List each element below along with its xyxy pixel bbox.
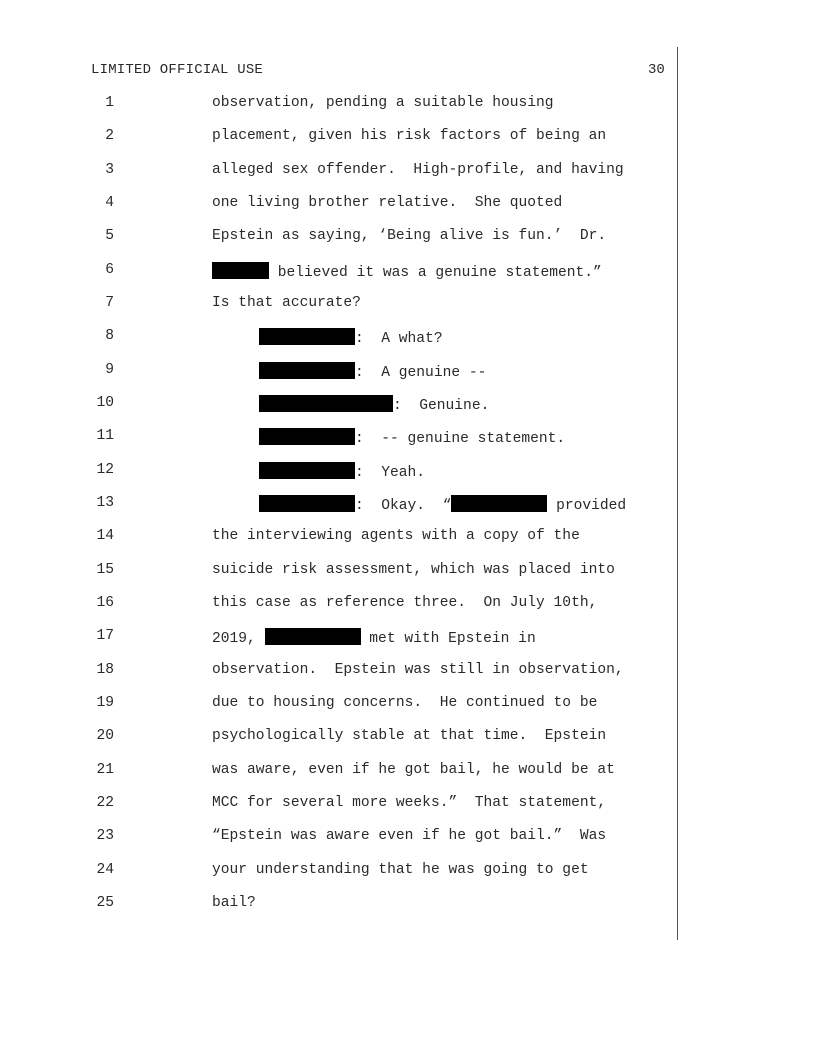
line-text: placement, given his risk factors of being an (212, 128, 607, 144)
line-number: 14 (96, 528, 114, 544)
transcript-line (0, 228, 607, 248)
line-number: 6 (105, 262, 114, 278)
transcript-line (0, 828, 607, 848)
line-text: alleged sex offender. High-profile, and having (212, 162, 624, 178)
line-text: provided (547, 498, 627, 514)
redaction-box (259, 462, 355, 479)
line-text: : Genuine. (393, 398, 490, 414)
transcript-line (0, 428, 566, 448)
redaction-box (265, 628, 361, 645)
transcript-line (0, 662, 624, 682)
page-number: 30 (648, 62, 665, 78)
line-text: : A genuine -- (355, 365, 487, 381)
transcript-line (0, 262, 602, 282)
redaction-box (259, 395, 393, 412)
transcript-line (0, 295, 361, 315)
line-text: observation. Epstein was still in observation, (212, 662, 624, 678)
line-text: your understanding that he was going to get (212, 862, 589, 878)
line-text: MCC for several more weeks.” That statement, (212, 795, 607, 811)
line-number: 2 (105, 128, 114, 144)
transcript-line (0, 362, 487, 382)
transcript-line (0, 628, 536, 648)
line-text: 2019, (212, 631, 265, 647)
line-text: bail? (212, 895, 256, 911)
line-text: Is that accurate? (212, 295, 361, 311)
line-text: one living brother relative. She quoted (212, 195, 563, 211)
line-number: 5 (105, 228, 114, 244)
transcript-line (0, 695, 598, 715)
redaction-box (259, 328, 355, 345)
line-number: 11 (96, 428, 114, 444)
transcript-line (0, 762, 615, 782)
line-number: 3 (105, 162, 114, 178)
transcript-line (0, 462, 426, 482)
line-text: : A what? (355, 331, 443, 347)
line-text: met with Epstein in (360, 631, 536, 647)
line-text: was aware, even if he got bail, he would be at (212, 762, 615, 778)
line-number: 25 (96, 895, 114, 911)
transcript-line (0, 862, 589, 882)
line-number: 22 (96, 795, 114, 811)
transcript-line (0, 595, 598, 615)
transcript-line (0, 195, 563, 215)
line-number: 15 (96, 562, 114, 578)
line-number: 1 (105, 95, 114, 111)
line-number: 24 (96, 862, 114, 878)
line-number: 23 (96, 828, 114, 844)
transcript-line (0, 162, 624, 182)
line-text: “Epstein was aware even if he got bail.” Was (212, 828, 607, 844)
transcript-line (0, 562, 615, 582)
line-number: 10 (96, 395, 114, 411)
redaction-box (212, 262, 269, 279)
line-text: : -- genuine statement. (355, 431, 566, 447)
redaction-box (259, 428, 355, 445)
line-text: observation, pending a suitable housing (212, 95, 554, 111)
redaction-box (259, 495, 355, 512)
line-text: the interviewing agents with a copy of the (212, 528, 580, 544)
line-text: suicide risk assessment, which was placed into (212, 562, 615, 578)
line-text: : Okay. “ (355, 498, 452, 514)
redaction-box (451, 495, 547, 512)
line-text: psychologically stable at that time. Epstein (212, 728, 607, 744)
transcript-line (0, 495, 627, 515)
line-number: 13 (96, 495, 114, 511)
line-number: 17 (96, 628, 114, 644)
classification-header: LIMITED OFFICIAL USE (91, 62, 264, 78)
line-number: 9 (105, 362, 114, 378)
line-text: believed it was a genuine statement.” (269, 265, 602, 281)
line-number: 18 (96, 662, 114, 678)
transcript-line (0, 795, 607, 815)
transcript-line (0, 528, 580, 548)
right-margin-rule (677, 47, 678, 940)
transcript-line (0, 95, 554, 115)
transcript-line (0, 328, 443, 348)
line-text: : Yeah. (355, 465, 426, 481)
line-number: 16 (96, 595, 114, 611)
line-text: this case as reference three. On July 10th, (212, 595, 598, 611)
transcript-line (0, 895, 256, 915)
line-number: 7 (105, 295, 114, 311)
redaction-box (259, 362, 355, 379)
line-number: 19 (96, 695, 114, 711)
line-number: 8 (105, 328, 114, 344)
line-number: 21 (96, 762, 114, 778)
line-text: Epstein as saying, ‘Being alive is fun.’ Dr. (212, 228, 607, 244)
line-text: due to housing concerns. He continued to be (212, 695, 598, 711)
transcript-line (0, 728, 607, 748)
line-number: 20 (96, 728, 114, 744)
line-number: 12 (96, 462, 114, 478)
transcript-line (0, 128, 607, 148)
transcript-line (0, 395, 490, 415)
line-number: 4 (105, 195, 114, 211)
